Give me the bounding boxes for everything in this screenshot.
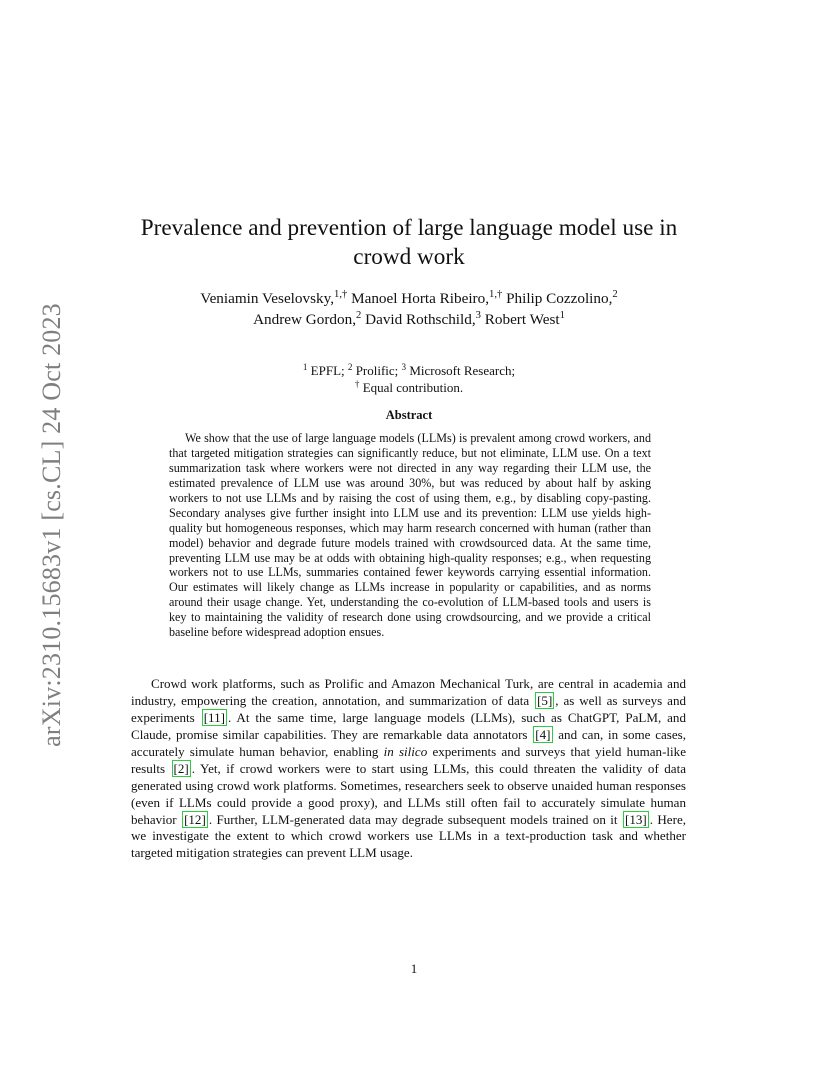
emphasis-text: in silico	[383, 743, 428, 759]
body-text-run: and can, in some cases, accurately simulate human behavior, enabling	[131, 726, 686, 759]
affiliations	[180, 362, 638, 396]
author-list	[130, 288, 688, 330]
abstract-heading: Abstract	[385, 408, 433, 422]
citation-link[interactable]: [13]	[624, 811, 647, 827]
affiliation: Prolific;	[355, 363, 399, 378]
affiliation: Microsoft Research;	[409, 363, 516, 378]
affil-mark: 3	[401, 362, 407, 372]
body-text-run: . Further, LLM-generated data may degrade subsequent models trained on it	[208, 811, 622, 827]
author-name: Manoel Horta Ribeiro,	[351, 290, 489, 307]
author-affil-mark: 2	[612, 289, 618, 301]
author-affil-mark: 1,†	[489, 289, 503, 301]
paper-title: Prevalence and prevention of large language model use in crowd work	[140, 215, 678, 270]
body-text-run: . Yet, if crowd workers were to start using LLMs, this could threaten the validity of data generated using crowd work platforms. Sometimes, researchers seek to observe unaided human responses (even if LLMs could provide a good proxy), and LLMs still often fail to accurately simulate human behavior	[131, 760, 686, 827]
abstract	[169, 431, 651, 640]
author-affil-mark: 1	[559, 310, 565, 322]
author-name: Andrew Gordon,	[253, 311, 356, 328]
citation-link[interactable]: [2]	[173, 760, 189, 776]
author-affil-mark: 3	[475, 310, 481, 322]
affil-mark: 2	[347, 362, 353, 372]
page-number: 1	[410, 961, 418, 976]
author-affil-mark: 2	[356, 310, 362, 322]
intro-paragraph	[131, 676, 686, 862]
affil-mark: 1	[302, 362, 308, 372]
body-text-run: Crowd work platforms, such as Prolific and Amazon Mechanical Turk, are central in academia and industry, empowering the creation, annotation, and summarization of data	[131, 676, 686, 708]
citation-link[interactable]: [5]	[537, 692, 553, 708]
affiliation: EPFL;	[310, 363, 345, 378]
arxiv-stamp: arXiv:2310.15683v1 [cs.CL] 24 Oct 2023	[37, 303, 66, 747]
author-name: Robert West	[484, 311, 560, 328]
author-name: Philip Cozzolino,	[506, 290, 613, 307]
body-text-run: , as well as surveys and experiments	[131, 692, 686, 725]
abstract-text: We show that the use of large language models (LLMs) is prevalent among crowd workers, and that targeted mitigation strategies can significantly reduce, but not eliminate, LLM use. On a text summarization task where workers were not directed in any way regarding their LLM use, the estimated prevalence of LLM use was around 30%, but was reduced by about half by asking workers to not use LLMs and by raising the cost of using them, e.g., by disabling copy-pasting. Secondary analyses give further insight into LLM use and its prevention: LLM use yields high-quality but homogeneous responses, which may harm research concerned with human (rather than model) behavior and degrade future models trained with crowdsourced data. At the same time, preventing LLM use may be at odds with obtaining high-quality responses; e.g., when requesting workers not to use LLMs, summaries contained fewer keywords carrying essential information. Our estimates will likely change as LLMs increase in popularity or capabilities, and as norms around their usage change. Yet, understanding the co-evolution of LLM-based tools and users is key to maintaining the validity of research done using crowdsourcing, and we provide a critical baseline before widespread adoption ensues.	[169, 431, 651, 640]
author-name: Veniamin Veselovsky,	[200, 290, 334, 307]
author-affil-mark: 1,†	[334, 289, 348, 301]
body-text-run: . At the same time, large language models (LLMs), such as ChatGPT, PaLM, and Claude, promise similar capabilities. They are remarkable data annotators	[131, 709, 686, 742]
citation-link[interactable]: [11]	[203, 709, 225, 725]
body-text-run: . Here, we investigate the extent to which crowd workers use LLMs in a text-production task and whether targeted mitigation strategies can prevent LLM usage.	[131, 811, 686, 861]
citation-link[interactable]: [12]	[184, 811, 206, 827]
body-text-run: experiments and surveys that yield human-like results	[131, 743, 686, 776]
author-name: David Rothschild,	[365, 311, 476, 328]
equal-contribution-note: Equal contribution.	[362, 380, 464, 395]
dagger-mark: †	[354, 379, 360, 389]
citation-link[interactable]: [4]	[535, 726, 551, 742]
